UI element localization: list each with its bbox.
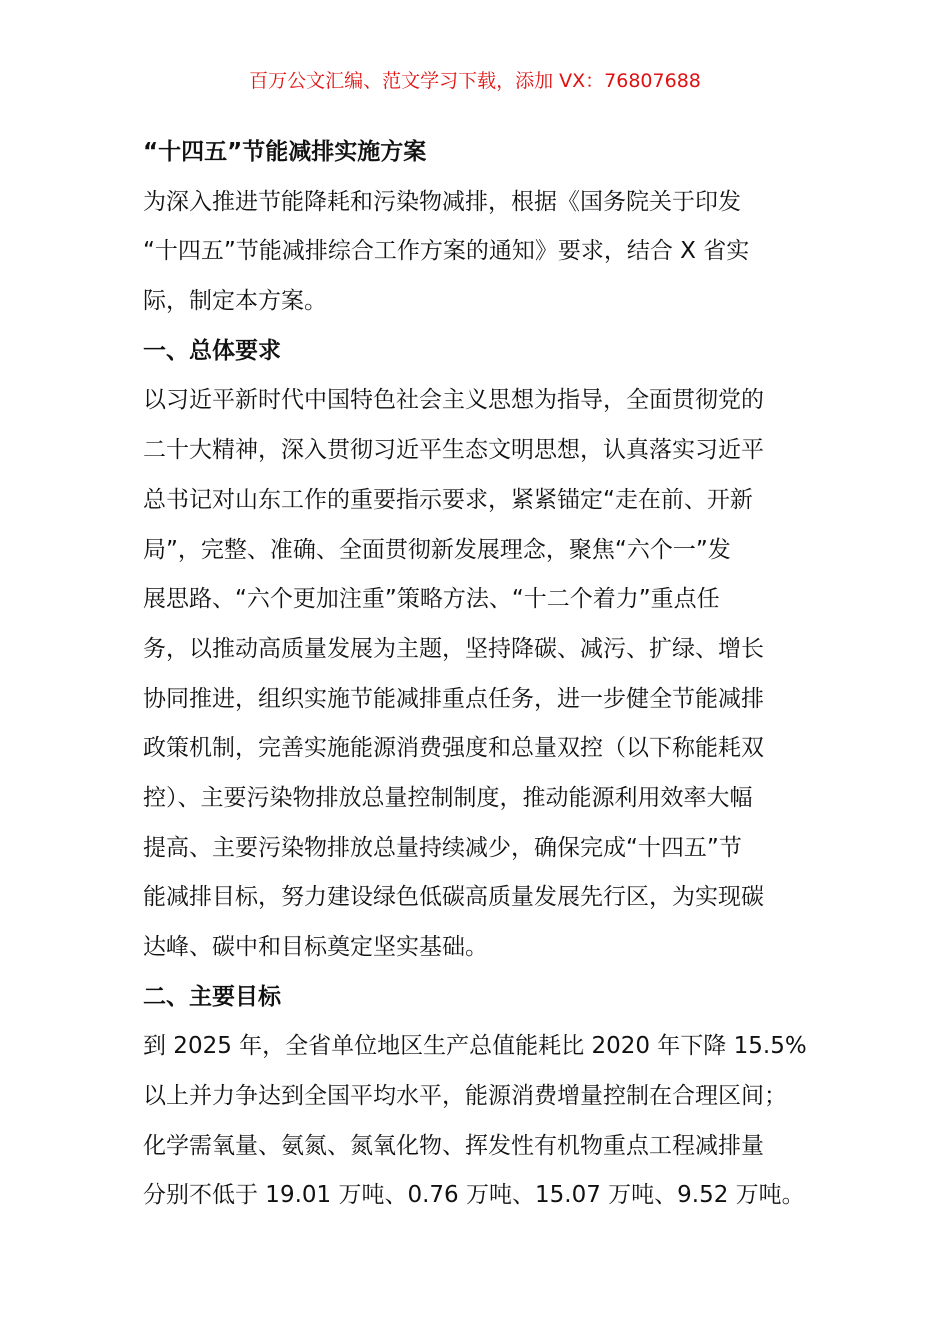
intro-line: “十四五”节能减排综合工作方案的通知》要求，结合 X 省实 [143, 238, 750, 265]
document-body [143, 128, 808, 1221]
overall-requirements-paragraph [143, 376, 808, 972]
paragraph-line: 以习近平新时代中国特色社会主义思想为指导，全面贯彻党的 [143, 387, 764, 414]
paragraph-line: 以上并力争达到全国平均水平，能源消费增量控制在合理区间； [143, 1083, 787, 1110]
section-heading-overall-requirements: 一、总体要求 [143, 337, 281, 364]
paragraph-line: 化学需氧量、氨氮、氮氧化物、挥发性有机物重点工程减排量 [143, 1132, 764, 1159]
paragraph-line: 局”，完整、准确、全面贯彻新发展理念，聚焦“六个一”发 [143, 536, 731, 563]
paragraph-line: 协同推进，组织实施节能减排重点任务，进一步健全节能减排 [143, 685, 764, 712]
intro-line: 际，制定本方案。 [143, 288, 327, 315]
intro-line: 为深入推进节能降耗和污染物减排，根据《国务院关于印发 [143, 188, 741, 215]
paragraph-line: 到 2025 年，全省单位地区生产总值能耗比 2020 年下降 15.5% [143, 1033, 807, 1060]
paragraph-line: 分别不低于 19.01 万吨、0.76 万吨、15.07 万吨、9.52 万吨。 [143, 1182, 805, 1209]
section-heading-main-targets: 二、主要目标 [143, 983, 281, 1010]
paragraph-line: 提高、主要污染物排放总量持续减少，确保完成“十四五”节 [143, 834, 742, 861]
intro-paragraph [143, 178, 808, 327]
paragraph-line: 展思路、“六个更加注重”策略方法、“十二个着力”重点任 [143, 586, 720, 613]
paragraph-line: 能减排目标，努力建设绿色低碳高质量发展先行区，为实现碳 [143, 884, 764, 911]
paragraph-line: 政策机制，完善实施能源消费强度和总量双控（以下称能耗双 [143, 735, 764, 762]
document-title: “十四五”节能减排实施方案 [143, 139, 427, 165]
paragraph-line: 达峰、碳中和目标奠定坚实基础。 [143, 934, 488, 960]
main-targets-paragraph [143, 1022, 808, 1221]
header-contact-note: 百万公文汇编、范文学习下载，添加 VX：76807688 [249, 70, 701, 92]
paragraph-line: 总书记对山东工作的重要指示要求，紧紧锚定“走在前、开新 [143, 486, 753, 513]
paragraph-line: 控）、主要污染物排放总量控制制度，推动能源利用效率大幅 [143, 784, 753, 811]
paragraph-line: 务，以推动高质量发展为主题，坚持降碳、减污、扩绿、增长 [143, 635, 764, 662]
paragraph-line: 二十大精神，深入贯彻习近平生态文明思想，认真落实习近平 [143, 437, 764, 464]
